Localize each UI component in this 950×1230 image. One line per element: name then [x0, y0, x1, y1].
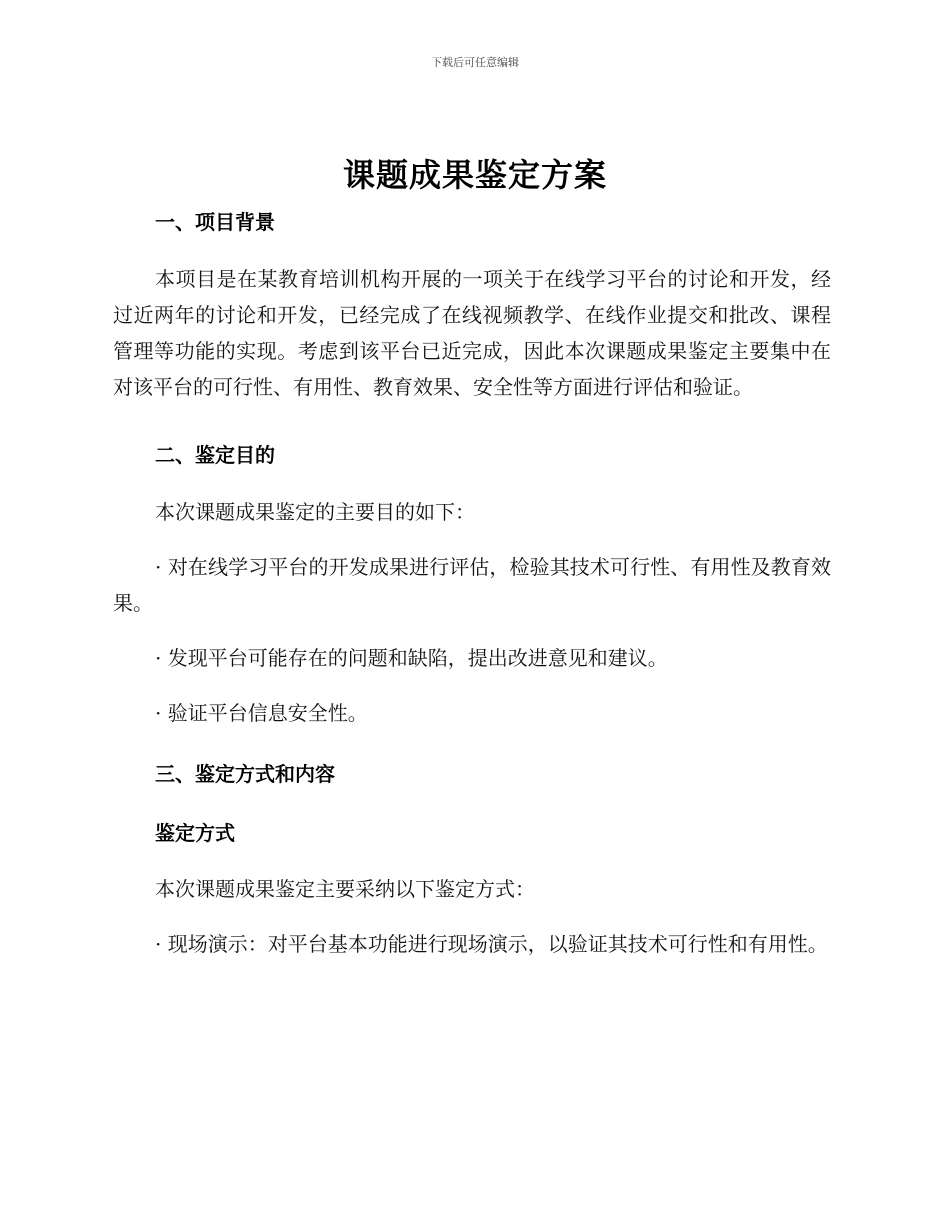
paragraph-purpose-intro: 本次课题成果鉴定的主要目的如下： [155, 500, 475, 524]
section-heading-method: 三、鉴定方式和内容 [155, 762, 335, 786]
bullet-method-1: · 现场演示：对平台基本功能进行现场演示，以验证其技术可行性和有用性。 [155, 932, 828, 956]
bullet-purpose-2: · 发现平台可能存在的问题和缺陷，提出改进意见和建议。 [155, 646, 668, 670]
bullet-purpose-1: · 对在线学习平台的开发成果进行评估，检验其技术可行性、有用性及教育效果。 [113, 555, 831, 615]
section-heading-background: 一、项目背景 [155, 210, 275, 234]
paragraph-method-intro: 本次课题成果鉴定主要采纳以下鉴定方式： [155, 877, 535, 901]
header-note: 下载后可任意编辑 [431, 56, 519, 69]
paragraph-background: 本项目是在某教育培训机构开展的一项关于在线学习平台的讨论和开发，经过近两年的讨论和开发，已经完成了在线视频教学、在线作业提交和批改、课程管理等功能的实现。考虑到该平台已近完成，因此本次课题成果鉴定主要集中在对该平台的可行性、有用性、教育效果、安全性等方面进行评估和验证。 [113, 267, 831, 399]
subheading-method: 鉴定方式 [155, 821, 235, 845]
document-body [113, 200, 831, 962]
section-heading-purpose: 二、鉴定目的 [155, 443, 275, 467]
bullet-purpose-3: · 验证平台信息安全性。 [155, 701, 368, 725]
document-title: 课题成果鉴定方案 [342, 156, 607, 194]
